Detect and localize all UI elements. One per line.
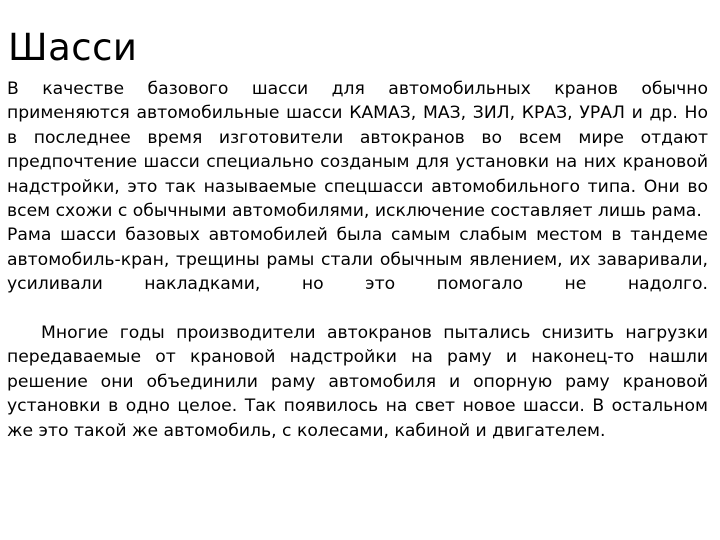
paragraph-frame-weakness: Рама шасси базовых автомобилей была самым слабым местом в тандеме автомобиль-кран, трещины рамы стали обычным явлением, их заваривали, усиливали накладками, но это помогало не надолго. <box>7 225 708 295</box>
paragraph-spacer <box>7 297 708 321</box>
slide-title: Шасси <box>8 26 138 69</box>
slide-body <box>7 77 708 443</box>
paragraph-new-chassis: Многие годы производители автокранов пытались снизить нагрузки передаваемые от крановой надстройки на раму и наконец-то нашли решение они объединили раму автомобиля и опорную раму крановой установки в одно целое. Так появилось на свет новое шасси. В остальном же это такой же автомобиль, с колесами, кабиной и двигателем. <box>7 323 708 441</box>
paragraph-chassis-types: В качестве базового шасси для автомобильных кранов обычно применяются автомобильные шасси КАМАЗ, МАЗ, ЗИЛ, КРАЗ, УРАЛ и др. Но в последнее время изготовители автокранов во всем мире отдают предпочтение шасси специально созданым для установки на них крановой надстройки, это так называемые спецшасси автомобильного типа. Они во всем схожи с обычными автомобилями, исключение составляет лишь рама. <box>7 79 708 222</box>
